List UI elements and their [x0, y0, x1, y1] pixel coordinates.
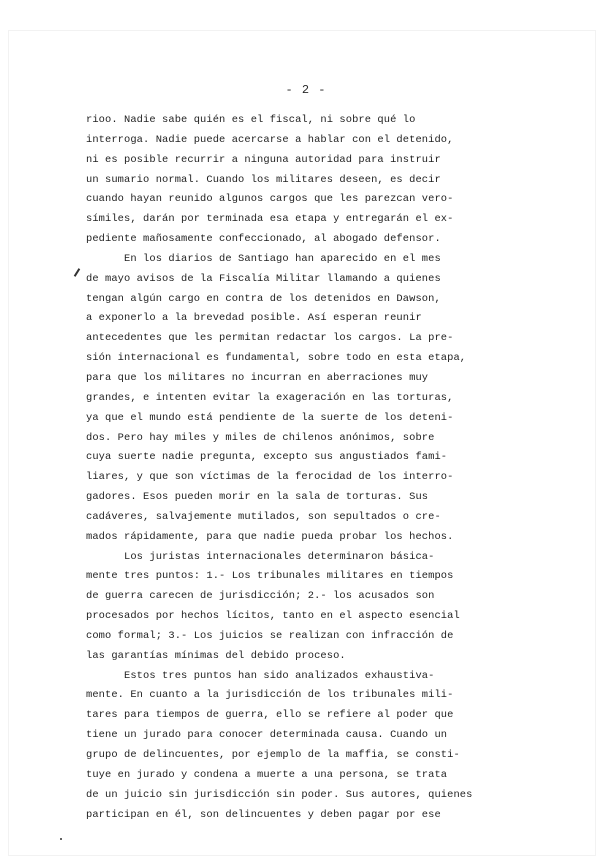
text-line: a exponerlo a la brevedad posible. Así esperan reunir [86, 312, 422, 325]
text-line: un sumario normal. Cuando los militares deseen, es decir [86, 173, 441, 186]
text-line: ni es posible recurrir a ninguna autoridad para instruir [86, 153, 441, 166]
text-line: cuya suerte nadie pregunta, excepto sus angustiados fami- [86, 451, 448, 464]
text-line: tengan algún cargo en contra de los detenidos en Dawson, [86, 292, 441, 305]
text-line: pediente mañosamente confeccionado, al abogado defensor. [86, 233, 441, 246]
text-line: dos. Pero hay miles y miles de chilenos anónimos, sobre [86, 431, 435, 444]
text-line: tares para tiempos de guerra, ello se refiere al poder que [86, 709, 454, 722]
text-line: antecedentes que les permitan redactar los cargos. La pre- [86, 332, 454, 345]
text-line: ya que el mundo está pendiente de la suerte de los deteni- [86, 411, 454, 424]
text-line: grandes, e intenten evitar la exageración en las torturas, [86, 391, 454, 404]
text-line: como formal; 3.- Los juicios se realizan con infracción de [86, 629, 454, 642]
text-line: para que los militares no incurran en aberraciones muy [86, 371, 429, 384]
typewritten-body [86, 111, 532, 825]
text-line: mente. En cuanto a la jurisdicción de los tribunales mili- [86, 689, 454, 702]
text-line: de un juicio sin jurisdicción sin poder. Sus autores, quienes [86, 788, 473, 801]
text-line: de guerra carecen de jurisdicción; 2.- los acusados son [86, 590, 435, 603]
text-line: gadores. Esos pueden morir en la sala de torturas. Sus [86, 491, 429, 504]
text-line: mente tres puntos: 1.- Los tribunales militares en tiempos [86, 570, 454, 583]
paper-speck [60, 838, 62, 840]
text-line: grupo de delincuentes, por ejemplo de la maffia, se consti- [86, 749, 460, 761]
text-line: las garantías mínimas del debido proceso. [86, 649, 346, 662]
text-line: interroga. Nadie puede acercarse a hablar con el detenido, [86, 133, 454, 146]
text-line: participan en él, son delincuentes y deben pagar por ese [86, 808, 441, 821]
text-line: tiene un jurado para conocer determinada causa. Cuando un [86, 729, 448, 742]
text-line: tuye en jurado y condena a muerte a una persona, se trata [86, 768, 448, 781]
text-line: rioo. Nadie sabe quién es el fiscal, ni sobre qué lo [86, 114, 416, 126]
text-line: cadáveres, salvajemente mutilados, son sepultados o cre- [86, 510, 441, 523]
text-line: liares, y que son víctimas de la ferocidad de los interro- [86, 471, 454, 484]
text-line: En los diarios de Santiago han aparecido en el mes [86, 252, 441, 265]
text-line: símiles, darán por terminada esa etapa y entregarán el ex- [86, 213, 454, 226]
text-line: Los juristas internacionales determinaron básica- [86, 550, 435, 563]
text-line: Estos tres puntos han sido analizados exhaustiva- [86, 669, 435, 682]
text-line: procesados por hechos lícitos, tanto en el aspecto esencial [86, 610, 460, 623]
text-line: sión internacional es fundamental, sobre todo en esta etapa, [86, 352, 467, 365]
text-line: de mayo avisos de la Fiscalía Militar llamando a quienes [86, 272, 441, 285]
text-line: cuando hayan reunido algunos cargos que les parezcan vero- [86, 193, 454, 206]
text-line: mados rápidamente, para que nadie pueda probar los hechos. [86, 530, 454, 543]
page-number: - 2 - [285, 83, 327, 97]
